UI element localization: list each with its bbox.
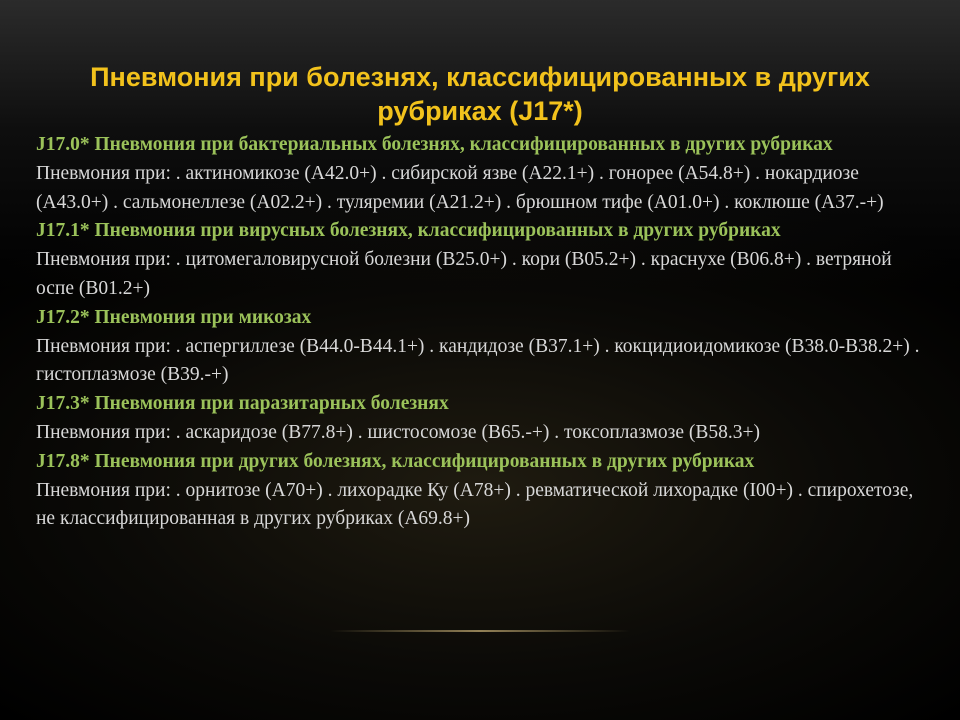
slide-content: [36, 131, 924, 534]
section-heading: J17.8* Пневмония при других болезнях, классифицированных в других рубриках: [36, 450, 755, 472]
section-heading: J17.0* Пневмония при бактериальных болезнях, классифицированных в других рубриках: [36, 134, 833, 155]
section-heading: J17.3* Пневмония при паразитарных болезнях: [36, 393, 449, 415]
section-body: Пневмония при: . аскаридозе (B77.8+) . шистосомозе (B65.-+) . токсоплазмозе (B58.3+): [36, 421, 761, 443]
section-j17-0: [36, 131, 924, 217]
section-j17-2: [36, 304, 924, 390]
section-body: Пневмония при: . аспергиллезе (B44.0-B44.1+) . кандидозе (B37.1+) . кокцидиоидомикозе (B38.0-B38.2+) . гистоплазмозе (B39.-+): [36, 335, 920, 386]
section-j17-1: [36, 217, 924, 303]
slide-title: Пневмония при болезнях, классифицированных в других рубриках (J17*): [90, 62, 870, 126]
section-body: Пневмония при: . актиномикозе (A42.0+) . сибирской язве (A22.1+) . гонорее (A54.8+) . нокардиозе (A43.0+) . сальмонеллезе (A02.2+) . туляремии (A21.2+) . брюшном тифе (A01.0+) . коклюше (A37.-+): [36, 162, 884, 213]
section-heading: J17.1* Пневмония при вирусных болезнях, классифицированных в других рубриках: [36, 220, 781, 242]
section-heading: J17.2* Пневмония при микозах: [36, 306, 312, 328]
section-body: Пневмония при: . цитомегаловирусной болезни (B25.0+) . кори (B05.2+) . краснухе (B06.8+) . ветряной оспе (B01.2+): [36, 249, 892, 299]
section-j17-3: [36, 390, 924, 448]
section-body: Пневмония при: . орнитозе (A70+) . лихорадке Ку (A78+) . ревматической лихорадке (I00+) . спирохетозе, не классифицированная в других рубриках (A69.8+): [36, 479, 914, 530]
section-j17-8: [36, 448, 924, 534]
decorative-glow-divider: [330, 630, 630, 632]
